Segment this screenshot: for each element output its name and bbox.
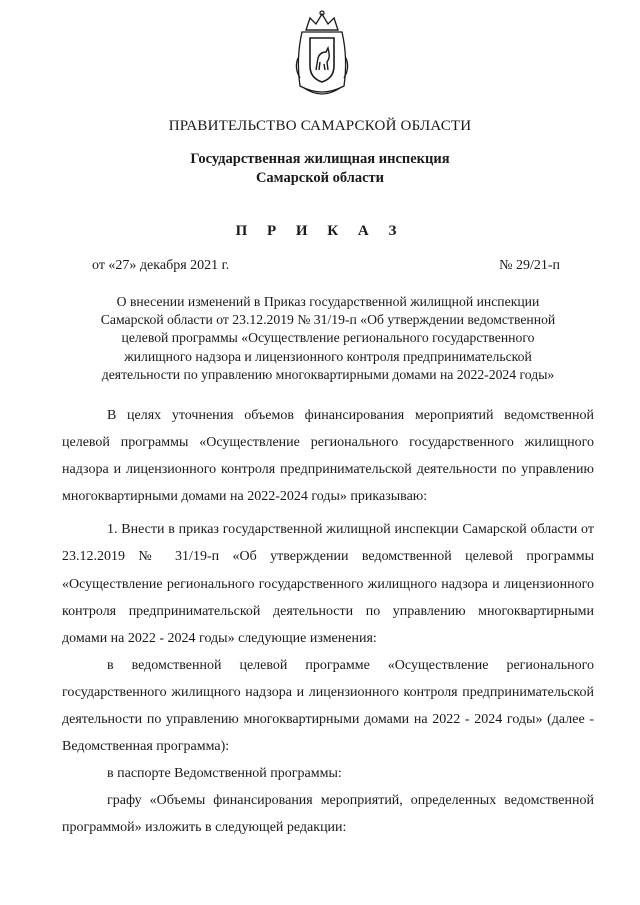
subject-line: целевой программы «Осуществление регионального государственного <box>121 330 535 346</box>
body-paragraph-financing: графу «Объемы финансирования мероприятий, определенных ведомственной программой» изложить в следующей редакции: <box>62 793 594 836</box>
order-subject <box>72 293 584 384</box>
inspection-name <box>0 150 640 188</box>
subject-line: жилищного надзора и лицензионного контроля предпринимательской <box>124 348 532 364</box>
subject-line: деятельности по управлению многоквартирными домами на 2022-2024 годы» <box>101 366 555 382</box>
document-body <box>62 402 594 842</box>
inspection-line-1: Государственная жилищная инспекция <box>190 151 450 167</box>
subject-line: О внесении изменений в Приказ государственной жилищной инспекции <box>116 294 540 309</box>
samara-coat-of-arms-icon <box>292 8 352 100</box>
government-name: ПРАВИТЕЛЬСТВО САМАРСКОЙ ОБЛАСТИ <box>168 118 472 134</box>
document-title: П Р И К А З <box>235 223 405 239</box>
body-paragraph-program: в ведомственной целевой программе «Осуществление регионального государственного жилищного надзора и лицензионного контроля предпринимательской деятельности по управлению многоквартирными домами на 2022 - 2024 годы» (далее - Ведомственная программа): <box>62 657 594 755</box>
order-number: № 29/21-п <box>499 258 560 273</box>
body-paragraph-passport: в паспорте Ведомственной программы: <box>107 766 342 782</box>
subject-line: Самарской области от 23.12.2019 № 31/19-п «Об утверждении ведомственной <box>100 312 556 328</box>
body-paragraph-item-1: 1. Внести в приказ государственной жилищной инспекции Самарской области от 23.12.2019 № 31/19-п «Об утверждении ведомственной целевой программы «Осуществление регионального государственного жилищного надзора и лицензионного контроля предпринимательской деятельности по управлению многоквартирными домами на 2022 - 2024 годы» следующие изменения: <box>62 522 594 646</box>
body-paragraph-preamble: В целях уточнения объемов финансирования мероприятий ведомственной целевой программы «Осуществление регионального государственного жилищного надзора и лицензионного контроля предпринимательской деятельности по управлению многоквартирными домами на 2022-2024 годы» приказываю: <box>62 408 594 505</box>
inspection-line-2: Самарской области <box>255 170 385 186</box>
order-date: от «27» декабря 2021 г. <box>92 258 230 273</box>
